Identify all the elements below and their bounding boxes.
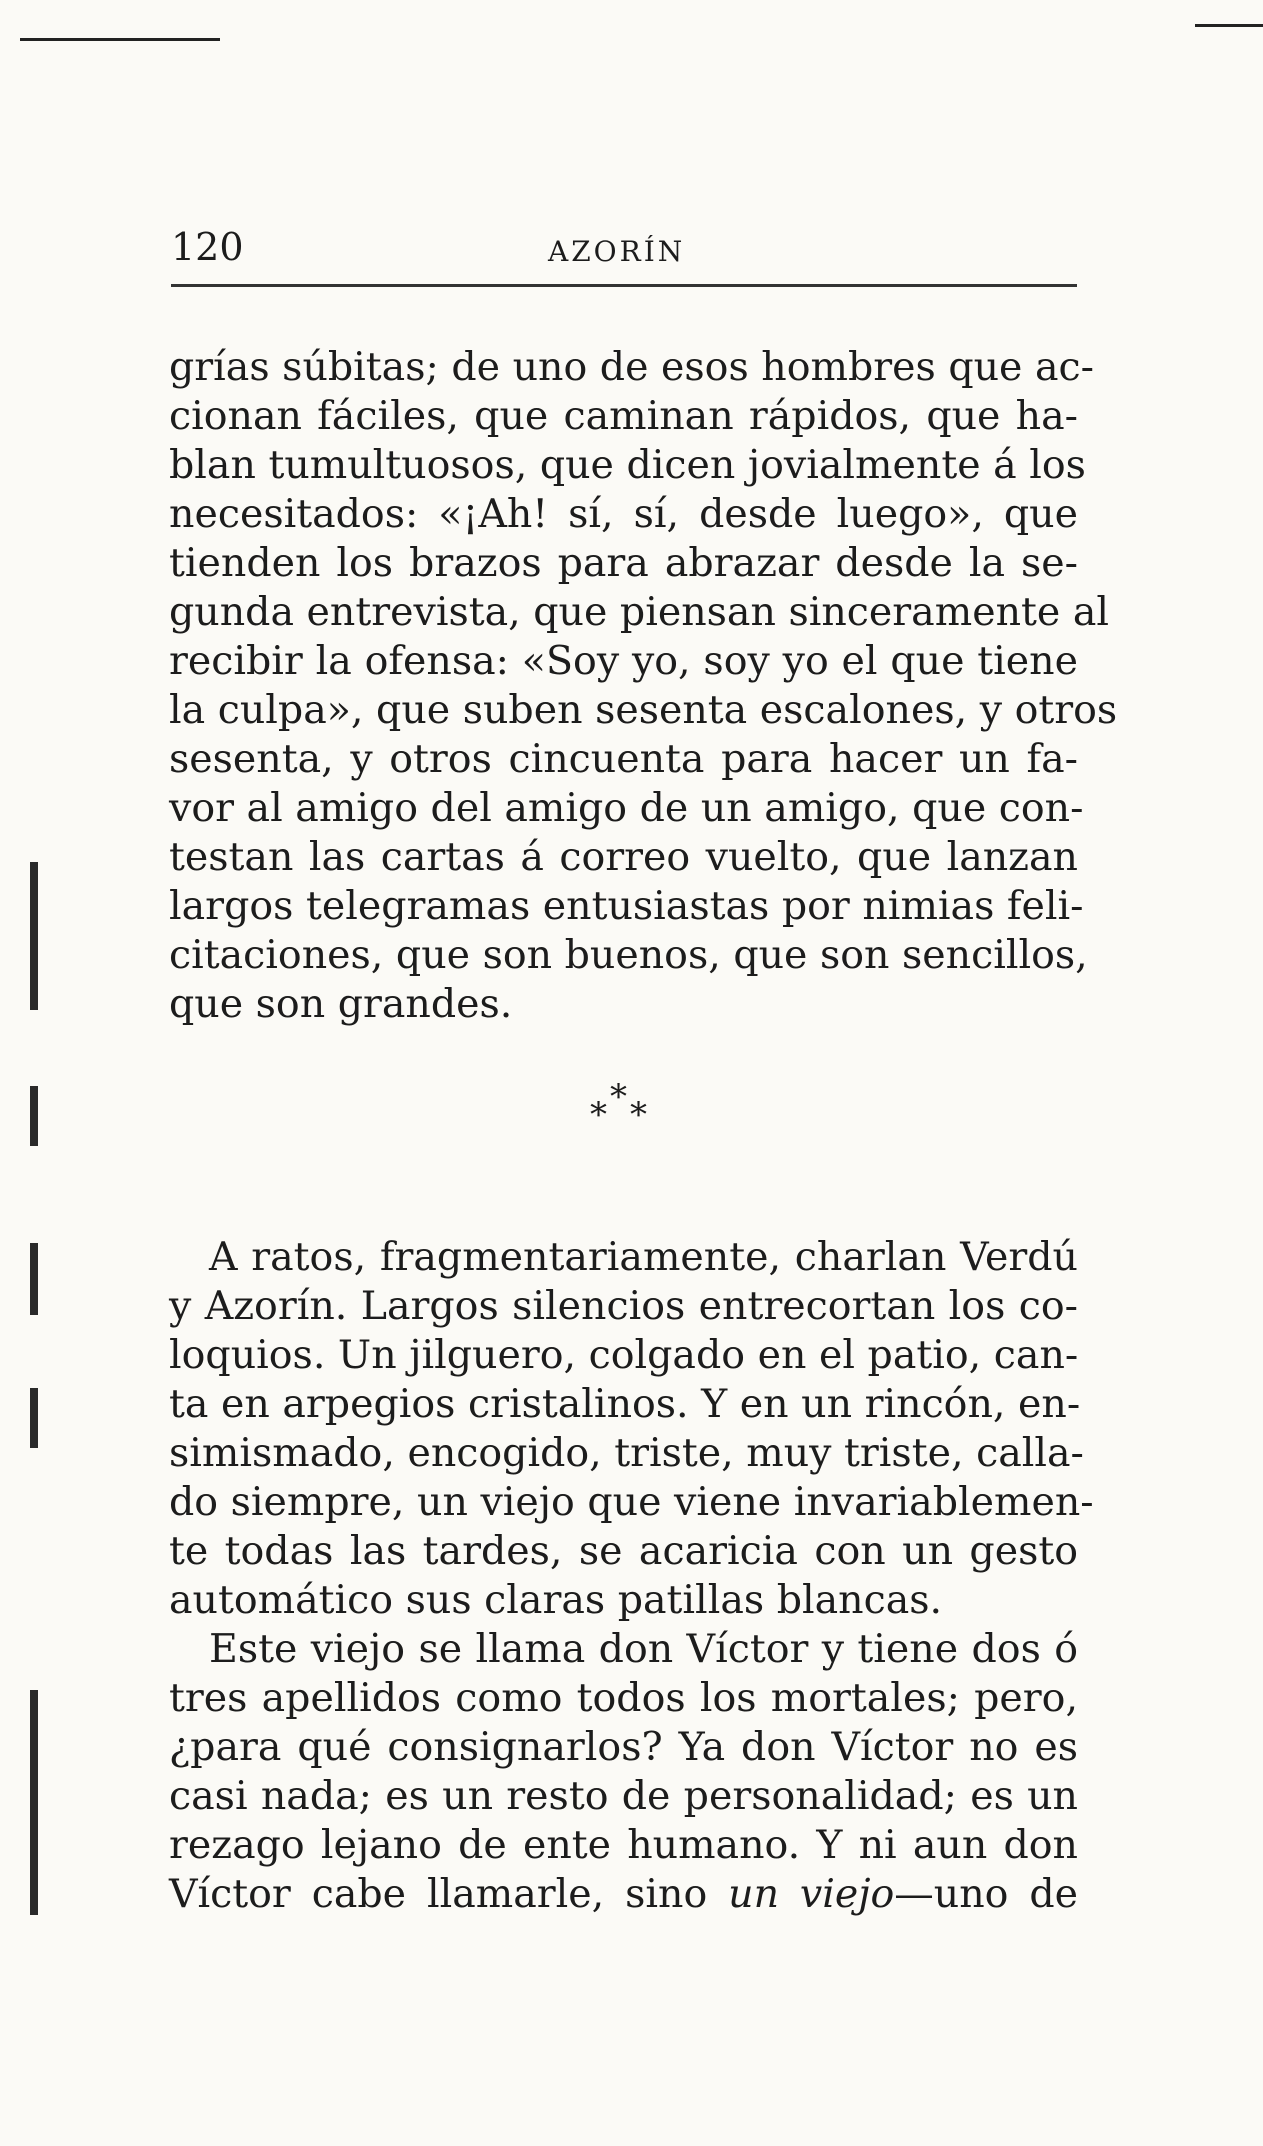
text-line: que son grandes. bbox=[169, 981, 513, 1027]
text-line: tres apellidos como todos los mortales; pero, bbox=[169, 1675, 1078, 1721]
text-line: A ratos, fragmentariamente, charlan Verdú bbox=[209, 1234, 1078, 1280]
text-line: automático sus claras patillas blancas. bbox=[169, 1577, 943, 1623]
text-line: testan las cartas á correo vuelto, que lanzan bbox=[169, 834, 1078, 880]
margin-scan-bar bbox=[30, 1086, 38, 1146]
running-head: AZORÍN bbox=[548, 235, 686, 268]
text-segment: Víctor cabe llamarle, sino bbox=[169, 1871, 729, 1917]
text-line: loquios. Un jilguero, colgado en el patio, can- bbox=[169, 1332, 1079, 1378]
page-number: 120 bbox=[171, 225, 244, 269]
text-line: ta en arpegios cristalinos. Y en un rincón, en- bbox=[169, 1381, 1081, 1427]
margin-scan-bar bbox=[30, 1243, 38, 1315]
text-line: cionan fáciles, que caminan rápidos, que ha- bbox=[169, 393, 1078, 439]
text-line: gunda entrevista, que piensan sinceramente al bbox=[169, 589, 1109, 635]
text-line: sesenta, y otros cincuenta para hacer un fa- bbox=[169, 736, 1078, 782]
text-line: la culpa», que suben sesenta escalones, y otros bbox=[169, 687, 1118, 733]
scan-edge-mark-left bbox=[20, 38, 220, 41]
text-line: necesitados: «¡Ah! sí, sí, desde luego», que bbox=[169, 491, 1078, 537]
paragraph-3 bbox=[169, 1625, 1078, 1919]
italic-phrase: un viejo bbox=[728, 1871, 895, 1917]
text-line: vor al amigo del amigo de un amigo, que con- bbox=[169, 785, 1084, 831]
text-line: casi nada; es un resto de personalidad; es un bbox=[169, 1773, 1078, 1819]
text-line: rezago lejano de ente humano. Y ni aun don bbox=[169, 1822, 1078, 1868]
text-line: Este viejo se llama don Víctor y tiene dos ó bbox=[209, 1626, 1078, 1672]
text-line: y Azorín. Largos silencios entrecortan los co- bbox=[169, 1283, 1078, 1329]
text-line: largos telegramas entusiastas por nimias feli- bbox=[169, 883, 1084, 929]
text-line: te todas las tardes, se acaricia con un gesto bbox=[169, 1528, 1078, 1574]
section-break-asterism: * * * bbox=[590, 1077, 647, 1135]
text-line: grías súbitas; de uno de esos hombres que ac- bbox=[169, 344, 1094, 390]
text-line: do siempre, un viejo que viene invariablemen- bbox=[169, 1479, 1094, 1525]
margin-scan-bar bbox=[30, 1388, 38, 1448]
margin-scan-bar bbox=[30, 1690, 38, 1915]
text-segment: —uno de bbox=[894, 1871, 1078, 1917]
text-line: blan tumultuosos, que dicen jovialmente á los bbox=[169, 442, 1086, 488]
text-line: recibir la ofensa: «Soy yo, soy yo el que tiene bbox=[169, 638, 1078, 684]
text-line: simismado, encogido, triste, muy triste, calla- bbox=[169, 1430, 1084, 1476]
paragraph-1 bbox=[169, 343, 1118, 1029]
text-line: tienden los brazos para abrazar desde la se- bbox=[169, 540, 1078, 586]
header-rule bbox=[171, 284, 1077, 287]
scan-edge-mark-right bbox=[1195, 24, 1263, 27]
text-line: ¿para qué consignarlos? Ya don Víctor no es bbox=[169, 1724, 1078, 1770]
margin-scan-bar bbox=[30, 862, 38, 1010]
text-line-final bbox=[169, 1870, 1078, 1919]
text-line: citaciones, que son buenos, que son sencillos, bbox=[169, 932, 1088, 978]
paragraph-2 bbox=[169, 1233, 1094, 1625]
